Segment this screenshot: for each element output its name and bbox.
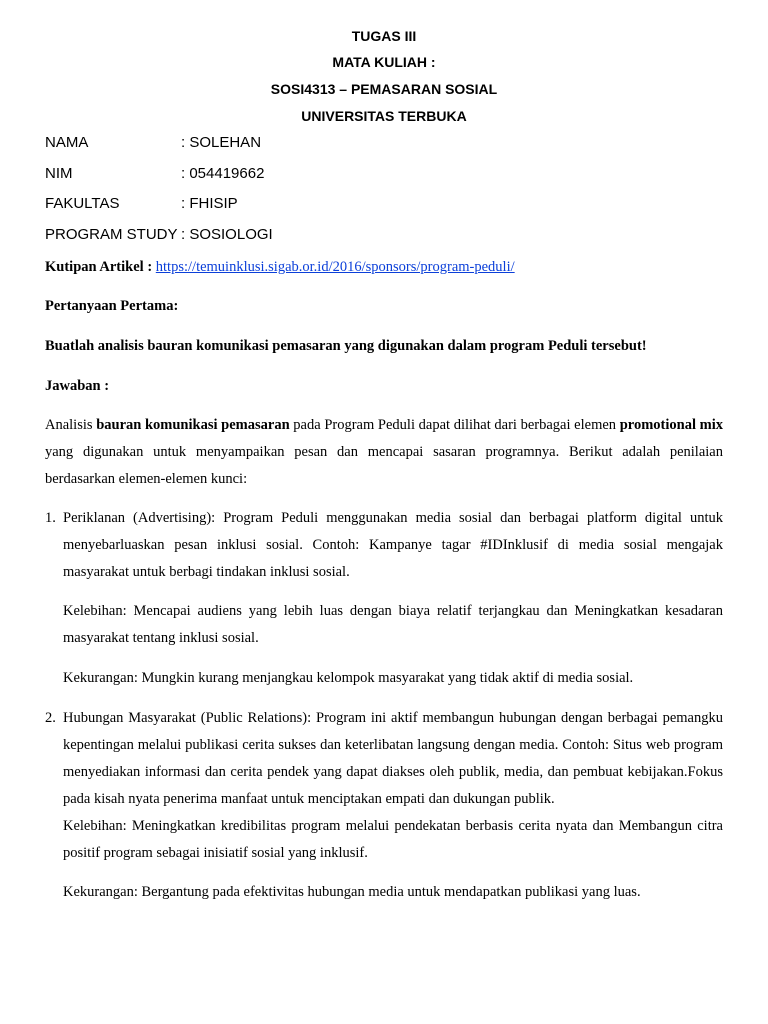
answer-heading: Jawaban : xyxy=(45,378,110,394)
list-number: 1. xyxy=(45,510,56,526)
identity-label: FAKULTAS xyxy=(45,195,120,212)
course-label: MATA KULIAH : xyxy=(332,54,436,70)
list-item-kelebihan: Kelebihan: Mencapai audiens yang lebih luas dengan biaya relatif terjangkau dan Meningkatkan kesadaran masyarakat tentang inklusi sosial. xyxy=(63,603,723,646)
list-item-kelebihan: Kelebihan: Meningkatkan kredibilitas program melalui pendekatan berbasis cerita nyata dan Membangun citra positif program sebagai inisiatif sosial yang inklusif. xyxy=(63,818,723,861)
identity-value: : 054419662 xyxy=(181,165,265,182)
list-item-kekurangan: Kekurangan: Bergantung pada efektivitas hubungan media untuk mendapatkan publikasi yang luas. xyxy=(63,884,641,900)
citation-line xyxy=(45,254,723,281)
identity-value: : SOSIOLOGI xyxy=(181,226,273,243)
list-item-text: Hubungan Masyarakat (Public Relations): Program ini aktif membangun hubungan dengan berbagai pemangku kepentingan melalui publikasi cerita sukses dan keterlibatan langsung dengan media. Contoh: Situs web program menyediakan informasi dan cerita pendek yang dapat diakses oleh publik, media, dan pembuat kebijakan.Fokus pada kisah nyata penerima manfaat untuk menciptakan empati dan dukungan publik. xyxy=(63,710,723,807)
identity-label: NAMA xyxy=(45,134,89,151)
intro-text: yang digunakan untuk menyampaikan pesan dan mencapai sasaran programnya. Berikut adalah penilaian berdasarkan elemen-elemen kunci: xyxy=(45,444,723,487)
intro-emphasis: promotional mix xyxy=(619,417,724,433)
question-heading: Pertanyaan Pertama: xyxy=(45,298,179,314)
list-item-kekurangan: Kekurangan: Mungkin kurang menjangkau kelompok masyarakat yang tidak aktif di media sosial. xyxy=(63,670,634,686)
identity-value: : FHISIP xyxy=(181,195,238,212)
identity-label: PROGRAM STUDY xyxy=(45,226,178,243)
identity-label: NIM xyxy=(45,165,73,182)
university-name: UNIVERSITAS TERBUKA xyxy=(301,108,467,124)
answer-intro xyxy=(45,412,723,493)
list-item-text: Periklanan (Advertising): Program Peduli menggunakan media sosial dan berbagai platform digital untuk menyebarluaskan pesan inklusi sosial. Contoh: Kampanye tagar #IDInklusif di media sosial mengajak masyarakat untuk berbagi tindakan inklusi sosial. xyxy=(63,510,723,580)
list-item xyxy=(45,505,723,586)
citation-label: Kutipan Artikel : xyxy=(45,259,153,275)
course-name: SOSI4313 – PEMASARAN SOSIAL xyxy=(270,81,498,97)
intro-text: pada Program Peduli dapat dilihat dari berbagai elemen xyxy=(289,417,620,433)
list-item xyxy=(45,705,723,813)
list-number: 2. xyxy=(45,710,56,726)
intro-emphasis: bauran komunikasi pemasaran xyxy=(96,417,290,433)
intro-text: Analisis xyxy=(45,417,97,433)
identity-value: : SOLEHAN xyxy=(181,134,262,151)
citation-link[interactable]: https://temuinklusi.sigab.or.id/2016/sponsors/program-peduli/ xyxy=(155,259,515,275)
question-text: Buatlah analisis bauran komunikasi pemasaran yang digunakan dalam program Peduli tersebut! xyxy=(45,338,647,354)
doc-title: TUGAS III xyxy=(351,28,417,44)
